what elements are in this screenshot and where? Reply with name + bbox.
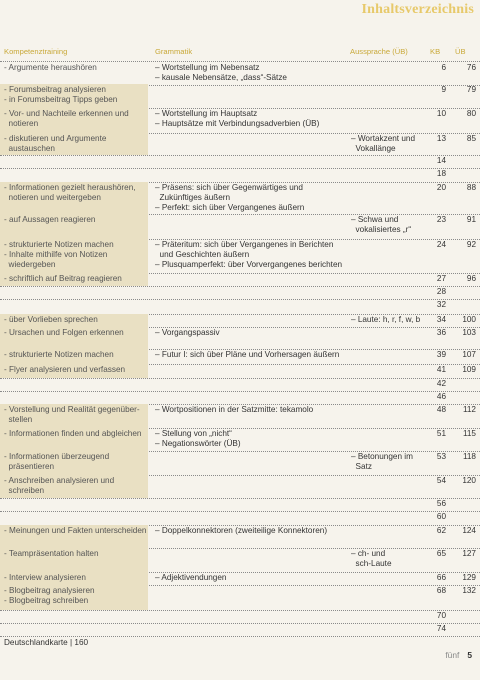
cell-kompetenz — [0, 404, 148, 428]
cell-grammatik — [155, 109, 355, 129]
cell-ub: 120 — [462, 476, 476, 485]
cell-kb: 62 — [436, 526, 446, 535]
cell-kompetenz — [0, 84, 148, 108]
table-row — [0, 364, 480, 379]
cell-kb: 74 — [436, 624, 446, 633]
cell-kompetenz-line: notieren und weitergeben — [4, 193, 101, 202]
cell-grammatik-line: – Wortstellung im Nebensatz — [155, 63, 260, 72]
cell-grammatik — [155, 573, 355, 583]
cell-kompetenz-line: - schriftlich auf Beitrag reagieren — [4, 274, 122, 283]
cell-ub: 92 — [466, 240, 476, 249]
cell-kompetenz-line: - Argumente heraushören — [4, 63, 97, 72]
cell-kb: 34 — [436, 315, 446, 324]
page-word: fünf — [445, 650, 460, 660]
cell-kompetenz — [0, 498, 148, 511]
cell-grammatik — [155, 405, 355, 415]
cell-ub: 107 — [462, 350, 476, 359]
cell-kb: 42 — [436, 379, 446, 388]
cell-kompetenz — [0, 391, 148, 404]
cell-grammatik — [155, 429, 355, 449]
cell-kompetenz — [0, 62, 148, 85]
cell-aussprache-line: – Laute: h, r, f, w, b — [351, 315, 421, 324]
table-row — [0, 84, 480, 109]
cell-grammatik-line: – Futur I: sich über Pläne und Vorhersagen äußern — [155, 350, 340, 359]
cell-kb: 28 — [436, 287, 446, 296]
header-grammatik: Grammatik — [155, 47, 193, 56]
cell-ub: 127 — [462, 549, 476, 558]
cell-grammatik-line: – Negationswörter (ÜB) — [155, 439, 241, 448]
cell-kompetenz-line: - Informationen finden und abgleichen — [4, 429, 142, 438]
cell-kompetenz — [0, 182, 148, 214]
page-number: 5 — [467, 650, 472, 660]
cell-grammatik — [155, 63, 355, 83]
cell-kompetenz-line: - Ursachen und Folgen erkennen — [4, 328, 124, 337]
cell-aussprache-line: sch-Laute — [351, 559, 392, 568]
cell-grammatik-line: – Präteritum: sich über Vergangenes in Berichten — [155, 240, 334, 249]
cell-ub: 91 — [466, 215, 476, 224]
header-kb: KB — [430, 47, 441, 56]
cell-kompetenz — [0, 155, 148, 168]
cell-ub: 100 — [462, 315, 476, 324]
cell-kb: 13 — [436, 134, 446, 143]
header-ub: ÜB — [455, 47, 466, 56]
cell-kompetenz — [0, 525, 148, 548]
table-row — [0, 239, 480, 274]
cell-grammatik — [155, 526, 355, 536]
table-row — [0, 475, 480, 499]
cell-kompetenz-line: - Vor- und Nachteile erkennen und — [4, 109, 129, 118]
table-row — [0, 314, 480, 328]
cell-kompetenz — [0, 572, 148, 585]
cell-kompetenz-line: - Anschreiben analysieren und — [4, 476, 115, 485]
cell-kompetenz-line: - Blogbeitrag schreiben — [4, 596, 89, 605]
cell-grammatik-line: – Vorgangspassiv — [155, 328, 220, 337]
cell-kb: 27 — [436, 274, 446, 283]
table-header — [0, 47, 480, 61]
cell-ub: 132 — [462, 586, 476, 595]
cell-kb: 60 — [436, 512, 446, 521]
cell-kb: 6 — [441, 63, 446, 72]
cell-kb: 53 — [436, 452, 446, 461]
cell-kompetenz — [0, 239, 148, 273]
cell-kb: 23 — [436, 215, 446, 224]
cell-kompetenz — [0, 548, 148, 572]
cell-kompetenz-line: - Interview analysieren — [4, 573, 86, 582]
cell-aussprache — [351, 549, 423, 569]
cell-grammatik — [155, 240, 355, 270]
cell-kompetenz — [0, 214, 148, 239]
cell-ub: 96 — [466, 274, 476, 283]
header-aussprache: Aussprache (ÜB) — [350, 47, 408, 56]
cell-ub: 79 — [466, 85, 476, 94]
cell-kompetenz — [0, 585, 148, 610]
cell-kompetenz-line: schreiben — [4, 486, 45, 495]
table-row — [0, 61, 480, 86]
cell-kompetenz — [0, 133, 148, 155]
cell-kb: 20 — [436, 183, 446, 192]
cell-ub: 103 — [462, 328, 476, 337]
cell-grammatik-line: und Geschichten äußern — [155, 250, 250, 259]
table-row — [0, 349, 480, 365]
cell-kompetenz-line: - Blogbeitrag analysieren — [4, 586, 95, 595]
table-row — [0, 133, 480, 156]
table-row — [0, 498, 480, 512]
table-row — [0, 548, 480, 573]
cell-ub: 129 — [462, 573, 476, 582]
table-row — [0, 155, 480, 169]
cell-kompetenz — [0, 475, 148, 498]
cell-kompetenz — [0, 610, 148, 623]
cell-kb: 54 — [436, 476, 446, 485]
page-title: Inhaltsverzeichnis — [361, 2, 474, 17]
cell-kompetenz-line: - Inhalte mithilfe von Notizen — [4, 250, 108, 259]
footer-map-reference: Deutschlandkarte | 160 — [4, 638, 89, 647]
cell-kb: 68 — [436, 586, 446, 595]
cell-kompetenz-line: - auf Aussagen reagieren — [4, 215, 96, 224]
table-row — [0, 572, 480, 586]
cell-grammatik-line: – Wortpositionen in der Satzmitte: tekamolo — [155, 405, 314, 414]
table-row — [0, 511, 480, 526]
cell-grammatik — [155, 328, 355, 338]
cell-kb: 24 — [436, 240, 446, 249]
table-row — [0, 327, 480, 350]
table-row — [0, 273, 480, 287]
cell-kompetenz — [0, 428, 148, 451]
cell-kompetenz-line: - Teampräsentation halten — [4, 549, 99, 558]
cell-aussprache-line: Vokallänge — [351, 144, 396, 153]
table-row — [0, 108, 480, 134]
cell-grammatik-line: – Stellung von „nicht“ — [155, 429, 232, 438]
cell-grammatik — [155, 350, 355, 360]
table-row — [0, 168, 480, 183]
cell-ub: 115 — [462, 429, 476, 438]
cell-kompetenz-line: - strukturierte Notizen machen — [4, 350, 114, 359]
cell-kompetenz — [0, 451, 148, 475]
cell-aussprache — [351, 452, 423, 472]
cell-grammatik-line: – Doppelkonnektoren (zweiteilige Konnektoren) — [155, 526, 328, 535]
cell-ub: 80 — [466, 109, 476, 118]
cell-kb: 9 — [441, 85, 446, 94]
table-row — [0, 286, 480, 300]
cell-kompetenz-line: - über Vorlieben sprechen — [4, 315, 98, 324]
cell-ub: 88 — [466, 183, 476, 192]
cell-grammatik-line: – Adjektivendungen — [155, 573, 227, 582]
page-footer — [445, 650, 472, 660]
cell-ub: 124 — [462, 526, 476, 535]
cell-kb: 39 — [436, 350, 446, 359]
cell-ub: 109 — [462, 365, 476, 374]
cell-grammatik — [155, 183, 355, 213]
cell-kb: 32 — [436, 300, 446, 309]
cell-kompetenz-line: - Flyer analysieren und verfassen — [4, 365, 126, 374]
cell-kompetenz-line: - Forumsbeitrag analysieren — [4, 85, 106, 94]
cell-kompetenz — [0, 108, 148, 133]
cell-kb: 51 — [436, 429, 446, 438]
cell-grammatik-line: – Wortstellung im Hauptsatz — [155, 109, 258, 118]
cell-kb: 70 — [436, 611, 446, 620]
cell-kb: 36 — [436, 328, 446, 337]
cell-kompetenz — [0, 364, 148, 378]
table-row — [0, 610, 480, 624]
cell-grammatik-line: – Plusquamperfekt: über Vorvergangenes berichten — [155, 260, 343, 269]
cell-kompetenz — [0, 168, 148, 182]
cell-aussprache-line: vokalisiertes „r“ — [351, 225, 412, 234]
cell-kompetenz-line: stellen — [4, 415, 33, 424]
table-row — [0, 299, 480, 315]
cell-kompetenz — [0, 378, 148, 391]
cell-grammatik-line: – kausale Nebensätze, „dass“-Sätze — [155, 73, 287, 82]
cell-kb: 41 — [436, 365, 446, 374]
cell-aussprache — [351, 215, 423, 235]
cell-ub: 112 — [462, 405, 476, 414]
cell-kb: 18 — [436, 169, 446, 178]
table-row — [0, 525, 480, 549]
cell-kompetenz — [0, 286, 148, 299]
cell-kompetenz-line: - Informationen gezielt heraushören, — [4, 183, 136, 192]
cell-kompetenz-line: - Vorstellung und Realität gegenüber- — [4, 405, 140, 414]
cell-kompetenz-line: präsentieren — [4, 462, 55, 471]
cell-kompetenz — [0, 299, 148, 314]
table-row — [0, 623, 480, 637]
cell-aussprache-line: – Wortakzent und — [351, 134, 416, 143]
cell-kb: 14 — [436, 156, 446, 165]
cell-ub: 85 — [466, 134, 476, 143]
cell-kompetenz-line: - diskutieren und Argumente — [4, 134, 107, 143]
header-kompetenz: Kompetenztraining — [4, 47, 68, 56]
cell-kompetenz-line: - Informationen überzeugend — [4, 452, 110, 461]
cell-kompetenz-line: - strukturierte Notizen machen — [4, 240, 114, 249]
cell-kompetenz — [0, 623, 148, 636]
table-row — [0, 391, 480, 405]
cell-kb: 10 — [436, 109, 446, 118]
table-row — [0, 404, 480, 429]
cell-grammatik-line: – Perfekt: sich über Vergangenes äußern — [155, 203, 305, 212]
cell-grammatik-line: Zukünftiges äußern — [155, 193, 231, 202]
cell-aussprache-line: – Betonungen im — [351, 452, 413, 461]
table-row — [0, 182, 480, 215]
cell-ub: 76 — [466, 63, 476, 72]
cell-kompetenz-line: notieren — [4, 119, 39, 128]
cell-kb: 56 — [436, 499, 446, 508]
cell-kb: 46 — [436, 392, 446, 401]
cell-kompetenz-line: wiedergeben — [4, 260, 56, 269]
cell-grammatik-line: – Hauptsätze mit Verbindungsadverbien (ÜB) — [155, 119, 320, 128]
cell-kb: 48 — [436, 405, 446, 414]
cell-kompetenz — [0, 273, 148, 286]
cell-aussprache — [351, 315, 423, 325]
cell-kompetenz — [0, 314, 148, 327]
cell-aussprache — [351, 134, 423, 154]
cell-kompetenz-line: - in Forumsbeitrag Tipps geben — [4, 95, 118, 104]
table-row — [0, 378, 480, 392]
table-row — [0, 428, 480, 452]
cell-grammatik-line: – Präsens: sich über Gegenwärtiges und — [155, 183, 303, 192]
cell-kb: 65 — [436, 549, 446, 558]
table-row — [0, 214, 480, 240]
cell-kompetenz-line: austauschen — [4, 144, 55, 153]
cell-aussprache-line: Satz — [351, 462, 372, 471]
cell-kompetenz-line: - Meinungen und Fakten unterscheiden — [4, 526, 147, 535]
cell-aussprache-line: – ch- und — [351, 549, 386, 558]
table-row — [0, 451, 480, 476]
cell-kb: 66 — [436, 573, 446, 582]
cell-kompetenz — [0, 349, 148, 364]
cell-ub: 118 — [462, 452, 476, 461]
table-row — [0, 585, 480, 611]
cell-kompetenz — [0, 511, 148, 525]
cell-aussprache-line: – Schwa und — [351, 215, 399, 224]
cell-kompetenz — [0, 327, 148, 349]
